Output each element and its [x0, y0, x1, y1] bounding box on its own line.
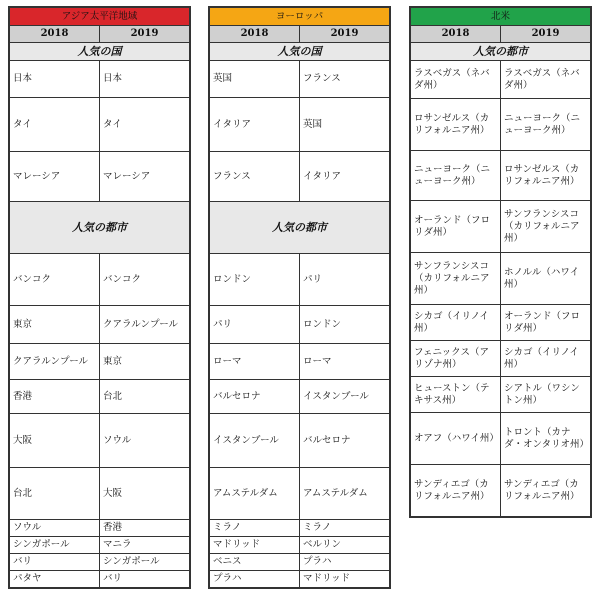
table-row: [10, 468, 190, 520]
table-row: [210, 306, 390, 344]
cell-2019: パリ: [300, 254, 390, 306]
popular-cities-heading: 人気の都市: [210, 202, 390, 254]
cell-2018: サンディエゴ（カリフォルニア州）: [411, 465, 501, 517]
cell-2019: ミラノ: [300, 520, 390, 537]
table-row: [411, 61, 591, 99]
table-row: [10, 306, 190, 344]
table-row: [210, 537, 390, 554]
cell-2019: アムステルダム: [300, 468, 390, 520]
cell-2018: 台北: [10, 468, 100, 520]
table-row: [10, 61, 190, 98]
cell-2019: ラスベガス（ネバダ州）: [501, 61, 591, 99]
year-header-row: [10, 26, 190, 43]
cell-2018: オーランド（フロリダ州）: [411, 201, 501, 253]
cell-2018: ソウル: [10, 520, 100, 537]
cell-2019: ニューヨーク（ニューヨーク州）: [501, 99, 591, 151]
cell-2018: 英国: [210, 61, 300, 98]
popular-countries-heading: 人気の国: [210, 43, 390, 61]
cell-2018: パリ: [210, 306, 300, 344]
cell-2018: ロンドン: [210, 254, 300, 306]
cell-2019: 台北: [100, 380, 190, 414]
year-2019-header: 2019: [300, 26, 390, 43]
cell-2019: クアラルンプール: [100, 306, 190, 344]
cell-2018: タイ: [10, 98, 100, 152]
north-america-table: [409, 6, 592, 518]
table-row: [210, 414, 390, 468]
table-row: [411, 465, 591, 517]
table-row: [10, 414, 190, 468]
table-row: [10, 554, 190, 571]
cell-2018: 東京: [10, 306, 100, 344]
cell-2018: バリ: [10, 554, 100, 571]
table-row: [10, 344, 190, 380]
cell-2019: ホノルル（ハワイ州）: [501, 253, 591, 305]
cell-2019: 英国: [300, 98, 390, 152]
table-row: [411, 377, 591, 413]
popular-countries-heading: 人気の国: [10, 43, 190, 61]
cell-2019: サンフランシスコ（カリフォルニア州）: [501, 201, 591, 253]
table-row: [411, 151, 591, 201]
cell-2019: シカゴ（イリノイ州）: [501, 341, 591, 377]
year-header-row: [411, 26, 591, 43]
cell-2019: ベルリン: [300, 537, 390, 554]
table-row: [210, 61, 390, 98]
cell-2019: 日本: [100, 61, 190, 98]
cell-2018: パタヤ: [10, 571, 100, 588]
cell-2019: タイ: [100, 98, 190, 152]
table-row: [210, 98, 390, 152]
table-row: [411, 413, 591, 465]
cell-2018: ロサンゼルス（カリフォルニア州）: [411, 99, 501, 151]
cell-2018: ニューヨーク（ニューヨーク州）: [411, 151, 501, 201]
cell-2019: イタリア: [300, 152, 390, 202]
table-row: [411, 201, 591, 253]
table-row: [10, 98, 190, 152]
europe-grid: [209, 7, 390, 588]
table-row: [210, 520, 390, 537]
table-row: [411, 341, 591, 377]
table-row: [411, 253, 591, 305]
cell-2018: バルセロナ: [210, 380, 300, 414]
cell-2018: 日本: [10, 61, 100, 98]
cell-2018: シカゴ（イリノイ州）: [411, 305, 501, 341]
region-title: アジア太平洋地域: [10, 8, 190, 26]
table-row: [210, 554, 390, 571]
cell-2019: シアトル（ワシントン州）: [501, 377, 591, 413]
cell-2018: イタリア: [210, 98, 300, 152]
year-2018-header: 2018: [10, 26, 100, 43]
cell-2019: マレーシア: [100, 152, 190, 202]
table-row: [10, 380, 190, 414]
cell-2019: 香港: [100, 520, 190, 537]
cell-2019: オーランド（フロリダ州）: [501, 305, 591, 341]
cell-2018: フェニックス（アリゾナ州）: [411, 341, 501, 377]
cell-2018: マレーシア: [10, 152, 100, 202]
europe-table: [208, 6, 391, 589]
table-row: [10, 537, 190, 554]
cell-2019: ローマ: [300, 344, 390, 380]
cell-2018: シンガポール: [10, 537, 100, 554]
cell-2019: サンディエゴ（カリフォルニア州）: [501, 465, 591, 517]
year-2018-header: 2018: [210, 26, 300, 43]
region-title: 北米: [411, 8, 591, 26]
cell-2019: バルセロナ: [300, 414, 390, 468]
region-title: ヨーロッパ: [210, 8, 390, 26]
cell-2019: 東京: [100, 344, 190, 380]
cell-2019: ロンドン: [300, 306, 390, 344]
cell-2019: マドリッド: [300, 571, 390, 588]
asia-pacific-grid: [9, 7, 190, 588]
table-row: [210, 254, 390, 306]
cell-2019: バンコク: [100, 254, 190, 306]
cell-2019: バリ: [100, 571, 190, 588]
table-row: [210, 380, 390, 414]
table-row: [210, 468, 390, 520]
cell-2019: 大阪: [100, 468, 190, 520]
year-2019-header: 2019: [100, 26, 190, 43]
cell-2018: ベニス: [210, 554, 300, 571]
table-row: [210, 152, 390, 202]
cell-2018: サンフランシスコ（カリフォルニア州）: [411, 253, 501, 305]
cell-2018: 大阪: [10, 414, 100, 468]
year-header-row: [210, 26, 390, 43]
cell-2019: シンガポール: [100, 554, 190, 571]
cell-2018: クアラルンプール: [10, 344, 100, 380]
cell-2018: プラハ: [210, 571, 300, 588]
table-row: [210, 344, 390, 380]
cell-2018: ラスベガス（ネバダ州）: [411, 61, 501, 99]
asia-pacific-table: [8, 6, 191, 589]
year-2018-header: 2018: [411, 26, 501, 43]
table-row: [210, 571, 390, 588]
cell-2019: ロサンゼルス（カリフォルニア州）: [501, 151, 591, 201]
cell-2018: ヒューストン（テキサス州）: [411, 377, 501, 413]
cell-2018: 香港: [10, 380, 100, 414]
table-row: [411, 99, 591, 151]
cell-2018: アムステルダム: [210, 468, 300, 520]
table-row: [10, 254, 190, 306]
cell-2019: ソウル: [100, 414, 190, 468]
cell-2018: マドリッド: [210, 537, 300, 554]
table-row: [10, 520, 190, 537]
cell-2019: トロント（カナダ・オンタリオ州）: [501, 413, 591, 465]
popular-cities-heading: 人気の都市: [10, 202, 190, 254]
cell-2019: プラハ: [300, 554, 390, 571]
cell-2018: ローマ: [210, 344, 300, 380]
table-row: [10, 152, 190, 202]
cell-2019: マニラ: [100, 537, 190, 554]
cell-2018: イスタンブール: [210, 414, 300, 468]
cell-2019: フランス: [300, 61, 390, 98]
table-row: [411, 305, 591, 341]
year-2019-header: 2019: [501, 26, 591, 43]
north-america-grid: [410, 7, 591, 517]
popular-cities-heading: 人気の都市: [411, 43, 591, 61]
cell-2018: ミラノ: [210, 520, 300, 537]
cell-2018: バンコク: [10, 254, 100, 306]
cell-2019: イスタンブール: [300, 380, 390, 414]
table-row: [10, 571, 190, 588]
cell-2018: フランス: [210, 152, 300, 202]
cell-2018: オアフ（ハワイ州）: [411, 413, 501, 465]
